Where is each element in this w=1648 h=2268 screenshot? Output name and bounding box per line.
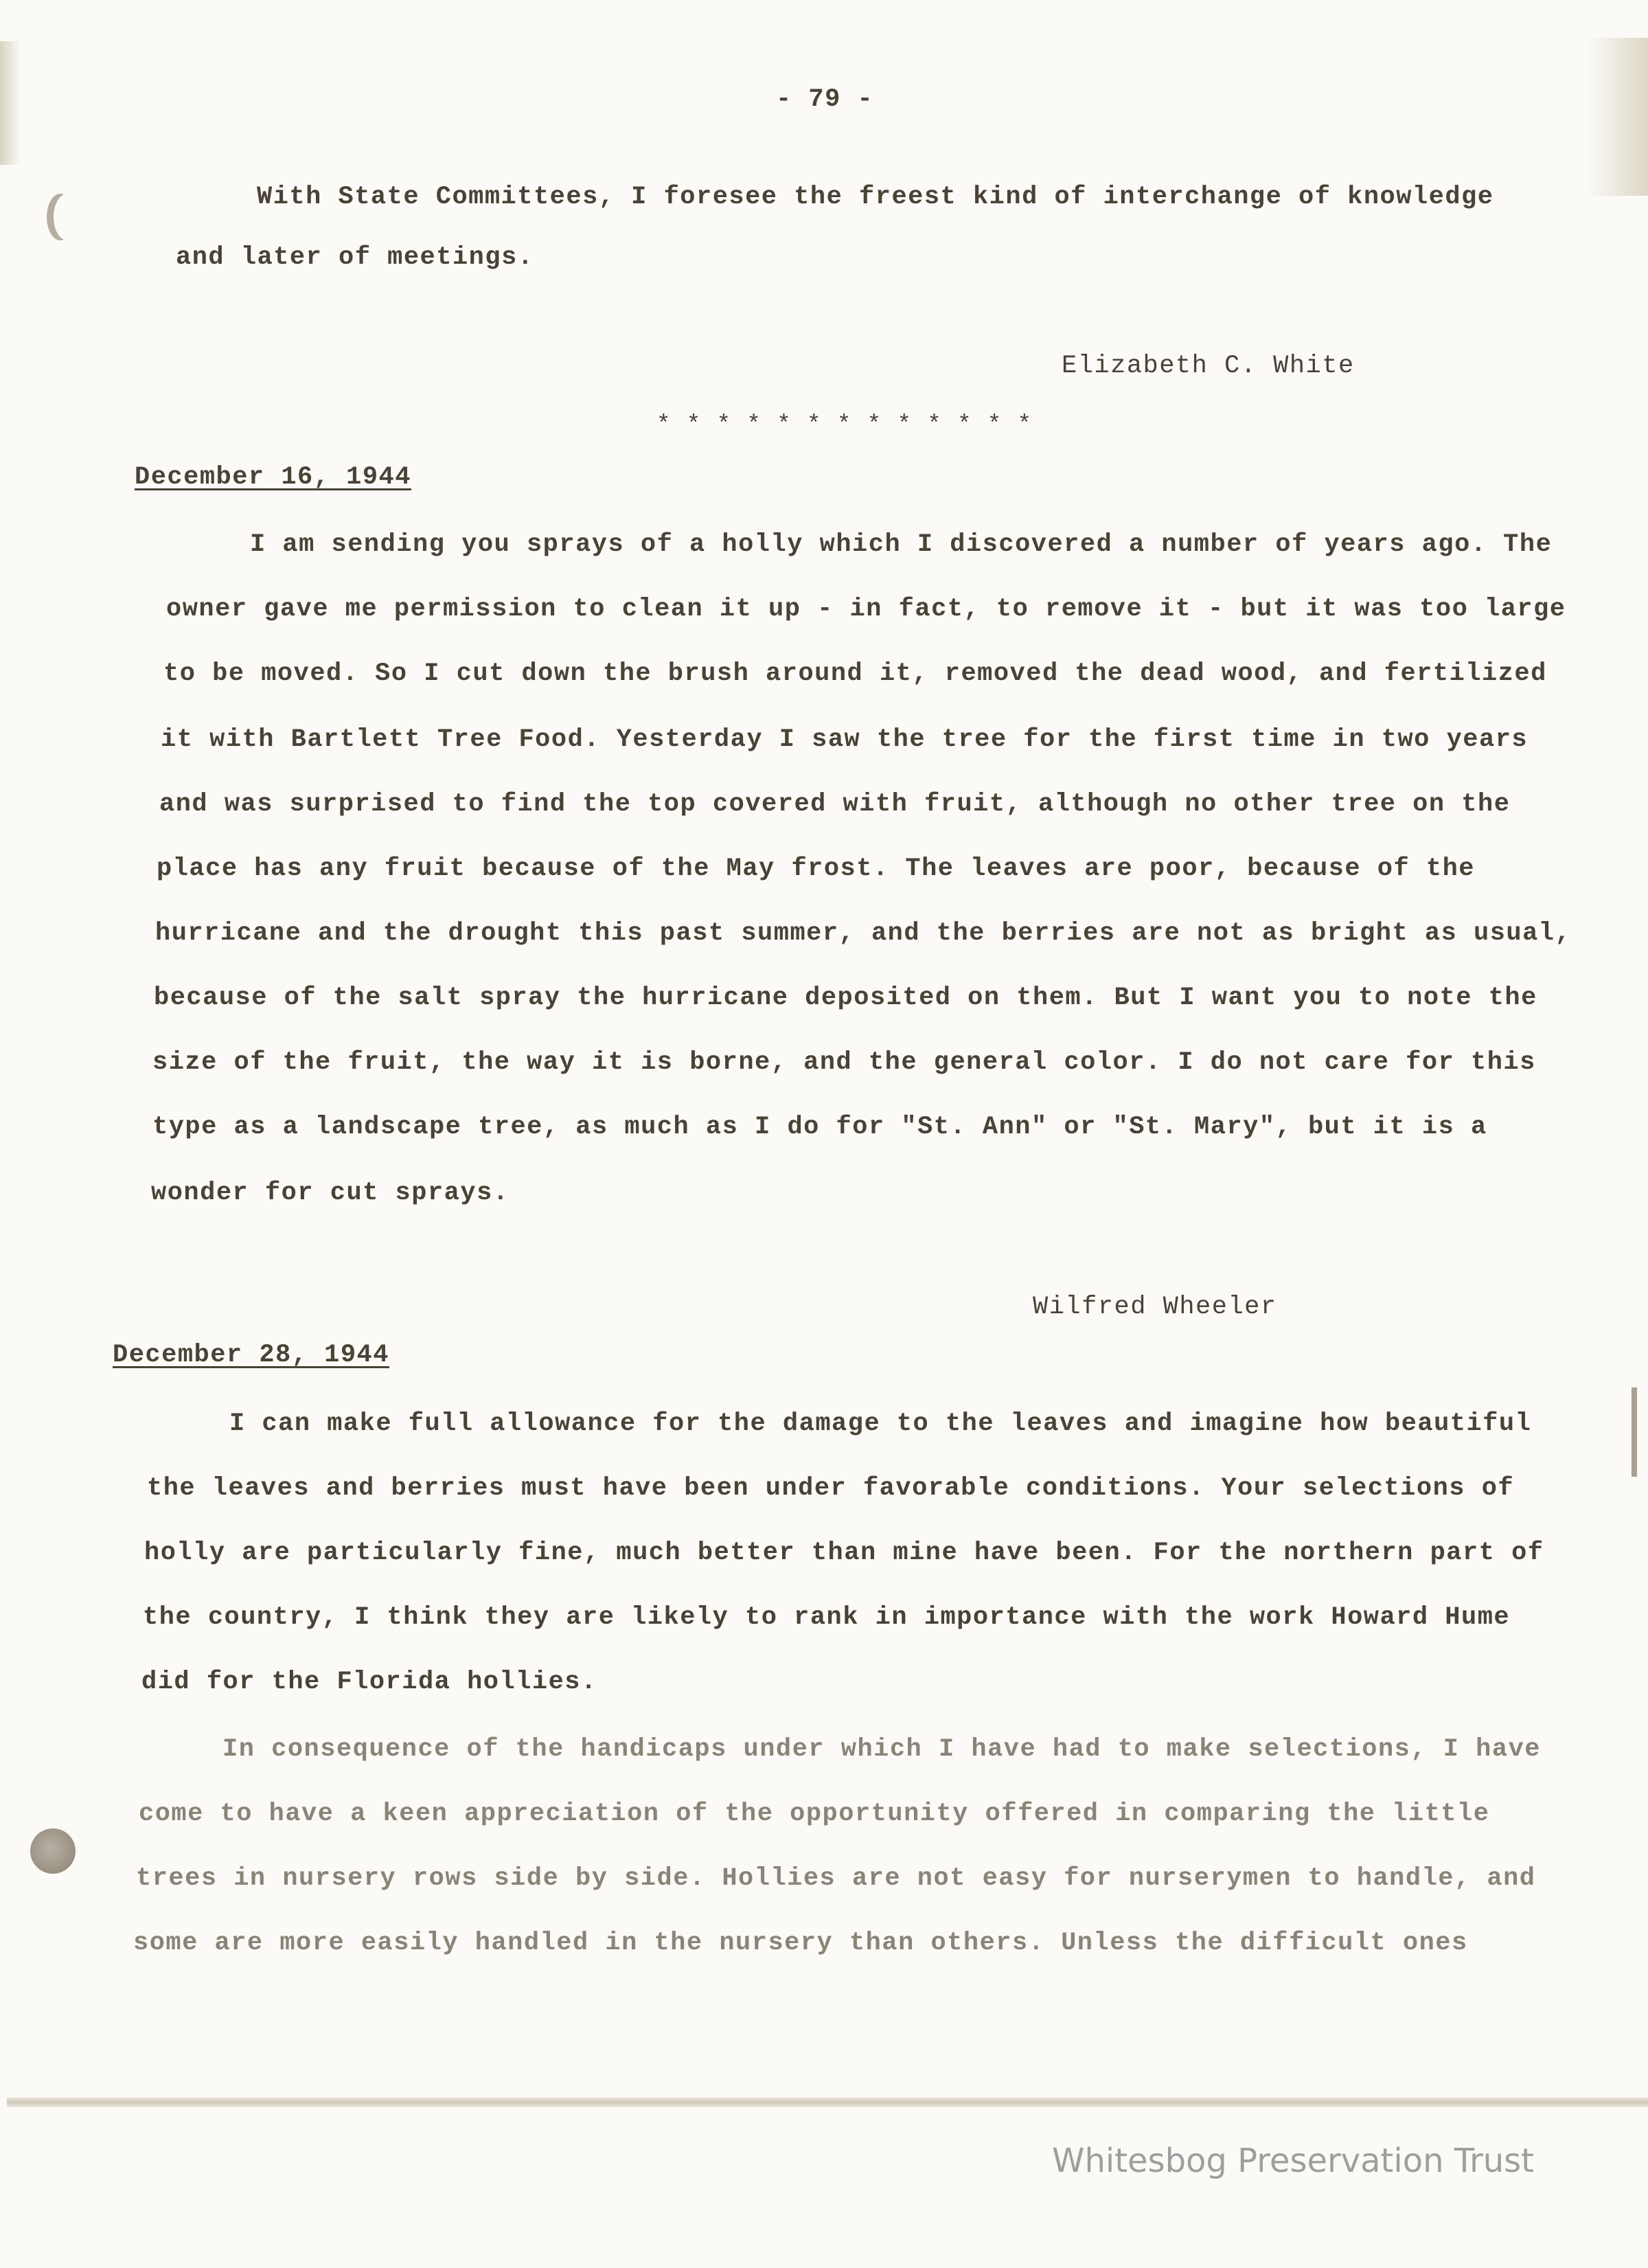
separator-asterisks: * * * * * * * * * * * * * bbox=[656, 412, 1033, 438]
letter2-p1-line-1: I can make full allowance for the damage to the leaves and imagine how beautiful bbox=[229, 1409, 1532, 1438]
letter2-p2-line-2: come to have a keen appreciation of the opportunity offered in comparing the little bbox=[139, 1800, 1490, 1828]
punch-hole bbox=[30, 1828, 76, 1874]
letter1-line-5: and was surprised to find the top covered with fruit, although no other tree on the bbox=[159, 790, 1511, 819]
letter1-line-11: wonder for cut sprays. bbox=[151, 1179, 510, 1207]
staple-mark bbox=[54, 194, 81, 240]
paper-edge-shadow-left bbox=[0, 41, 21, 165]
letter2-p1-line-5: did for the Florida hollies. bbox=[141, 1668, 597, 1697]
letter2-p2-line-4: some are more easily handled in the nursery than others. Unless the difficult ones bbox=[133, 1929, 1468, 1958]
letter1-line-1: I am sending you sprays of a holly which I discovered a number of years ago. The bbox=[250, 530, 1553, 559]
letter2-p2-line-1: In consequence of the handicaps under which I have had to make selections, I have bbox=[222, 1735, 1541, 1764]
signature-wilfred-wheeler: Wilfred Wheeler bbox=[1033, 1293, 1277, 1322]
intro-line-2: and later of meetings. bbox=[176, 243, 534, 272]
letter2-p2-line-3: trees in nursery rows side by side. Hollies are not easy for nurserymen to handle, and bbox=[136, 1864, 1536, 1893]
paper-edge-shadow-right bbox=[1586, 38, 1648, 196]
letter1-line-4: it with Bartlett Tree Food. Yesterday I saw the tree for the first time in two years bbox=[161, 725, 1529, 754]
letter1-line-7: hurricane and the drought this past summer, and the berries are not as bright as usual, bbox=[155, 919, 1572, 948]
intro-line-1: With State Committees, I foresee the freest kind of interchange of knowledge bbox=[257, 183, 1494, 212]
page-number: - 79 - bbox=[776, 85, 874, 114]
page-bottom-edge bbox=[7, 2098, 1648, 2107]
letter2-p1-line-2: the leaves and berries must have been under favorable conditions. Your selections of bbox=[147, 1474, 1515, 1503]
letter1-date: December 16, 1944 bbox=[135, 463, 411, 492]
letter1-line-10: type as a landscape tree, as much as I do for "St. Ann" or "St. Mary", but it is a bbox=[152, 1113, 1487, 1142]
signature-elizabeth-white: Elizabeth C. White bbox=[1062, 352, 1355, 381]
letter1-line-8: because of the salt spray the hurricane deposited on them. But I want you to note the bbox=[154, 984, 1537, 1012]
letter1-line-3: to be moved. So I cut down the brush around it, removed the dead wood, and fertilized bbox=[163, 659, 1547, 688]
paper-edge-mark bbox=[1632, 1387, 1637, 1477]
watermark-credit: Whitesbog Preservation Trust bbox=[1052, 2142, 1534, 2180]
letter2-p1-line-4: the country, I think they are likely to rank in importance with the work Howard Hume bbox=[143, 1603, 1511, 1632]
letter2-date: December 28, 1944 bbox=[113, 1341, 389, 1370]
letter1-line-6: place has any fruit because of the May frost. The leaves are poor, because of the bbox=[157, 854, 1475, 883]
letter1-line-9: size of the fruit, the way it is borne, and the general color. I do not care for this bbox=[152, 1048, 1536, 1077]
letter2-p1-line-3: holly are particularly fine, much better than mine have been. For the northern part of bbox=[144, 1539, 1544, 1567]
letter1-line-2: owner gave me permission to clean it up - in fact, to remove it - but it was too large bbox=[166, 595, 1566, 624]
